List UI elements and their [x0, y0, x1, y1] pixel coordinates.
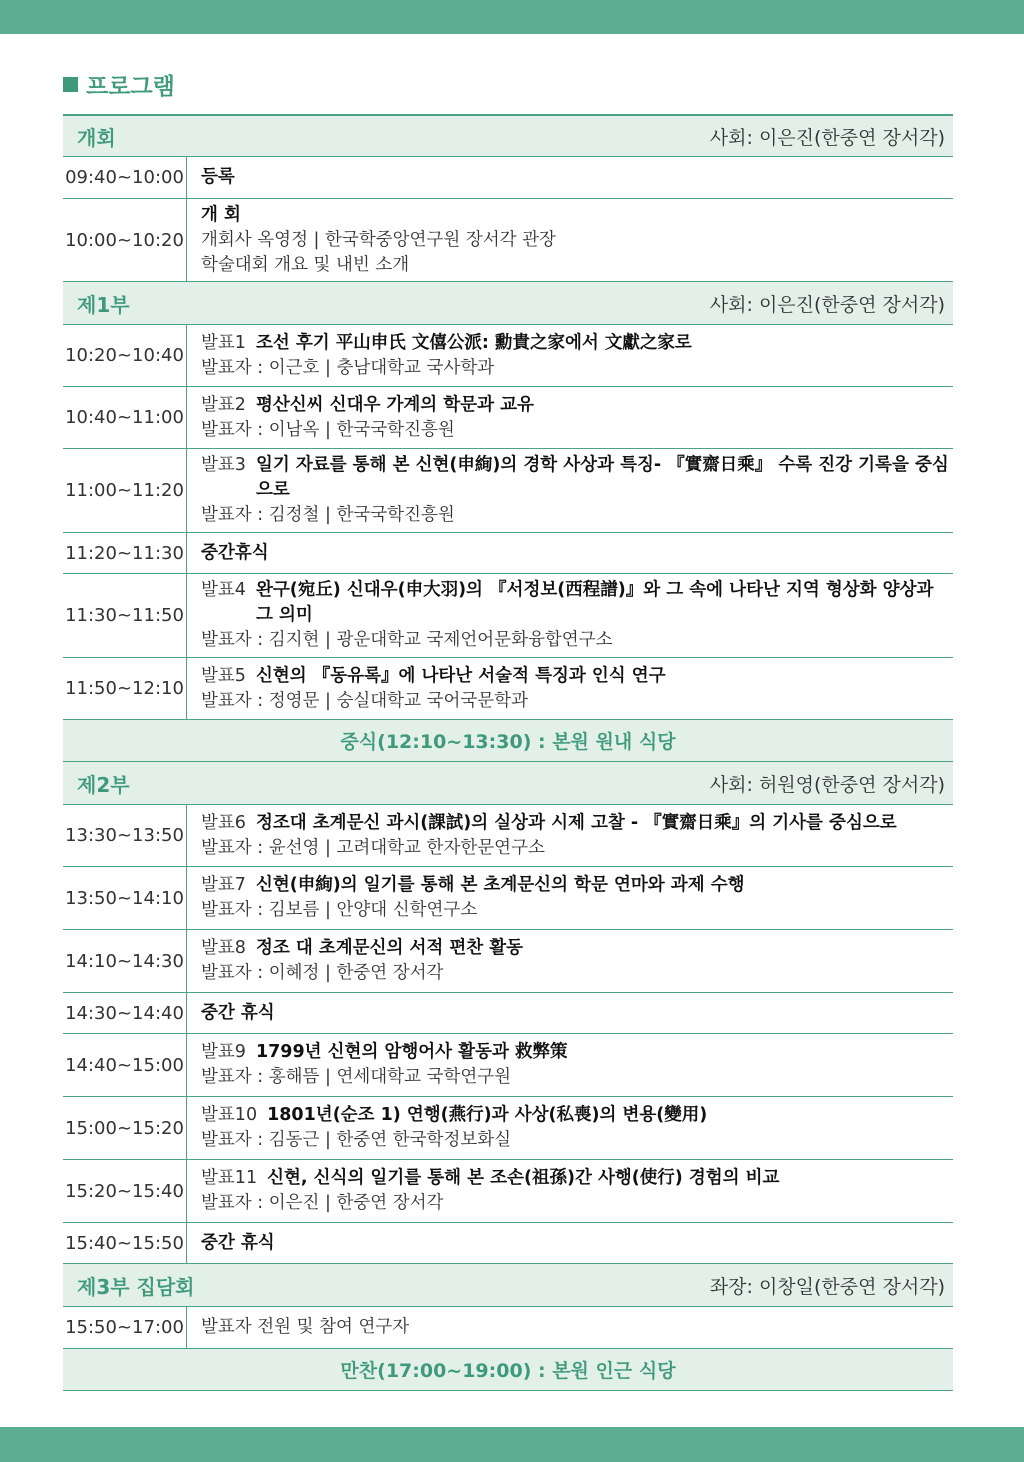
- presenter: 발표자 : 김보름 | 안양대 신학연구소: [201, 900, 478, 920]
- section-header-part2: [63, 762, 953, 805]
- presentation-title: 조선 후기 平山申氏 文僖公派: 勳貴之家에서 文獻之家로: [255, 332, 692, 353]
- time-cell: 13:30~13:50: [63, 805, 187, 866]
- section-header-part1: [63, 282, 953, 325]
- time-cell: 11:30~11:50: [63, 574, 187, 657]
- dinner-text: 만찬(17:00~19:00) : 본원 인근 식당: [340, 1360, 676, 1382]
- square-bullet-icon: [63, 77, 78, 92]
- presentation-title: 신현, 신식의 일기를 통해 본 조손(祖孫)간 사행(使行) 경험의 비교: [267, 1168, 780, 1188]
- presentation-number: 발표2: [201, 394, 246, 415]
- time-cell: 10:20~10:40: [63, 325, 187, 386]
- schedule-row: [63, 930, 953, 993]
- item-title: 개 회: [201, 204, 241, 225]
- time-cell: 10:40~11:00: [63, 387, 187, 448]
- time-cell: 15:50~17:00: [63, 1307, 187, 1348]
- presentation-number: 발표8: [201, 938, 246, 958]
- schedule-row: [63, 993, 953, 1034]
- schedule-row: [63, 325, 953, 387]
- section-title: 개회: [77, 125, 116, 150]
- presenter: 발표자 : 김동근 | 한중연 한국학정보화실: [201, 1130, 512, 1150]
- section-title: 제3부 집담회: [77, 1274, 195, 1299]
- schedule-row: [63, 658, 953, 720]
- time-cell: 15:00~15:20: [63, 1097, 187, 1159]
- presentation-number: 발표7: [201, 875, 246, 895]
- presentation-number: 발표11: [201, 1168, 258, 1188]
- section-header-opening: [63, 114, 953, 157]
- time-cell: 15:20~15:40: [63, 1160, 187, 1222]
- presenter: 발표자 : 윤선영 | 고려대학교 한자한문연구소: [201, 837, 545, 858]
- top-color-band: [0, 0, 1024, 34]
- section-host: 사회: 허원영(한중연 장서각): [709, 773, 945, 796]
- program-heading: [63, 68, 175, 100]
- lunch-text: 중식(12:10~13:30) : 본원 원내 식당: [340, 731, 676, 753]
- presentation-number: 발표5: [201, 665, 246, 686]
- section-title: 제1부: [77, 292, 130, 317]
- time-cell: 11:00~11:20: [63, 449, 187, 532]
- presentation-title: 1799년 신현의 암행어사 활동과 救弊策: [255, 1042, 568, 1062]
- schedule-row: [63, 157, 953, 199]
- item-text: 중간휴식: [201, 542, 269, 563]
- lunch-row: [63, 720, 953, 762]
- time-cell: 13:50~14:10: [63, 867, 187, 929]
- time-cell: 11:20~11:30: [63, 533, 187, 573]
- presentation-title: 평산신씨 신대우 가계의 학문과 교유: [255, 394, 534, 415]
- schedule-row: [63, 199, 953, 282]
- schedule-row: [63, 1223, 953, 1264]
- item-line: 학술대회 개요 및 내빈 소개: [201, 254, 410, 275]
- presentation-number: 발표4: [201, 580, 246, 600]
- presentation-number: 발표3: [201, 455, 246, 475]
- presentation-title: 정조대 초계문신 과시(課試)의 실상과 시제 고찰 - 『實齋日乘』의 기사를 중심으로: [255, 812, 897, 833]
- section-header-part3: [63, 1264, 953, 1307]
- section-title: 제2부: [77, 772, 130, 797]
- presenter: 발표자 : 이근호 | 충남대학교 국사학과: [201, 357, 495, 378]
- dinner-row: [63, 1349, 953, 1391]
- time-cell: 10:00~10:20: [63, 199, 187, 281]
- presenter: 발표자 : 정영문 | 숭실대학교 국어국문학과: [201, 690, 528, 711]
- section-host: 사회: 이은진(한중연 장서각): [709, 293, 945, 316]
- presenter: 발표자 : 이남옥 | 한국국학진흥원: [201, 419, 455, 440]
- presenter: 발표자 : 김지현 | 광운대학교 국제언어문화융합연구소: [201, 630, 613, 650]
- schedule-row: [63, 867, 953, 930]
- item-text: 중간 휴식: [201, 1232, 275, 1253]
- program-heading-text: 프로그램: [86, 73, 175, 100]
- time-cell: 09:40~10:00: [63, 157, 187, 198]
- presentation-title: 일기 자료를 통해 본 신현(申絢)의 경학 사상과 특징- 『實齋日乘』 수록 진강 기록을 중심으로: [255, 455, 949, 500]
- time-cell: 15:40~15:50: [63, 1223, 187, 1263]
- presentation-number: 발표6: [201, 812, 246, 833]
- time-cell: 11:50~12:10: [63, 658, 187, 719]
- presentation-number: 발표1: [201, 332, 246, 353]
- item-text: 등록: [201, 167, 235, 187]
- presentation-title: 정조 대 초계문신의 서적 편찬 활동: [255, 938, 524, 958]
- presentation-title: 1801년(순조 1) 연행(燕行)과 사상(私喪)의 변용(變用): [267, 1105, 708, 1125]
- schedule-row: [63, 1307, 953, 1349]
- bottom-color-band: [0, 1427, 1024, 1462]
- presentation-number: 발표9: [201, 1042, 246, 1062]
- presentation-number: 발표10: [201, 1105, 258, 1125]
- presenter: 발표자 : 이은진 | 한중연 장서각: [201, 1193, 444, 1213]
- presentation-title: 신현의 『동유록』에 나타난 서술적 특징과 인식 연구: [255, 665, 666, 686]
- schedule-row: [63, 1034, 953, 1097]
- schedule-row: [63, 574, 953, 658]
- time-cell: 14:40~15:00: [63, 1034, 187, 1096]
- schedule-row: [63, 533, 953, 574]
- schedule-row: [63, 387, 953, 449]
- presentation-title: 신현(申絢)의 일기를 통해 본 초계문신의 학문 연마와 과제 수행: [255, 875, 745, 895]
- presenter: 발표자 : 홍해뜸 | 연세대학교 국학연구원: [201, 1067, 512, 1087]
- item-text: 중간 휴식: [201, 1002, 275, 1023]
- schedule-row: [63, 449, 953, 533]
- presentation-title: 완구(宛丘) 신대우(申大羽)의 『서정보(西程譜)』와 그 속에 나타난 지역 형상화 양상과 그 의미: [255, 580, 934, 625]
- item-text: 발표자 전원 및 참여 연구자: [201, 1317, 410, 1337]
- presenter: 발표자 : 이혜정 | 한중연 장서각: [201, 963, 444, 983]
- time-cell: 14:30~14:40: [63, 993, 187, 1033]
- schedule-row: [63, 1097, 953, 1160]
- section-host: 사회: 이은진(한중연 장서각): [709, 126, 945, 149]
- item-line: 개회사 옥영정 | 한국학중앙연구원 장서각 관장: [201, 229, 556, 250]
- program-table: [63, 114, 953, 1391]
- schedule-row: [63, 1160, 953, 1223]
- section-host: 좌장: 이창일(한중연 장서각): [709, 1275, 945, 1298]
- time-cell: 14:10~14:30: [63, 930, 187, 992]
- presenter: 발표자 : 김정철 | 한국국학진흥원: [201, 505, 455, 525]
- schedule-row: [63, 805, 953, 867]
